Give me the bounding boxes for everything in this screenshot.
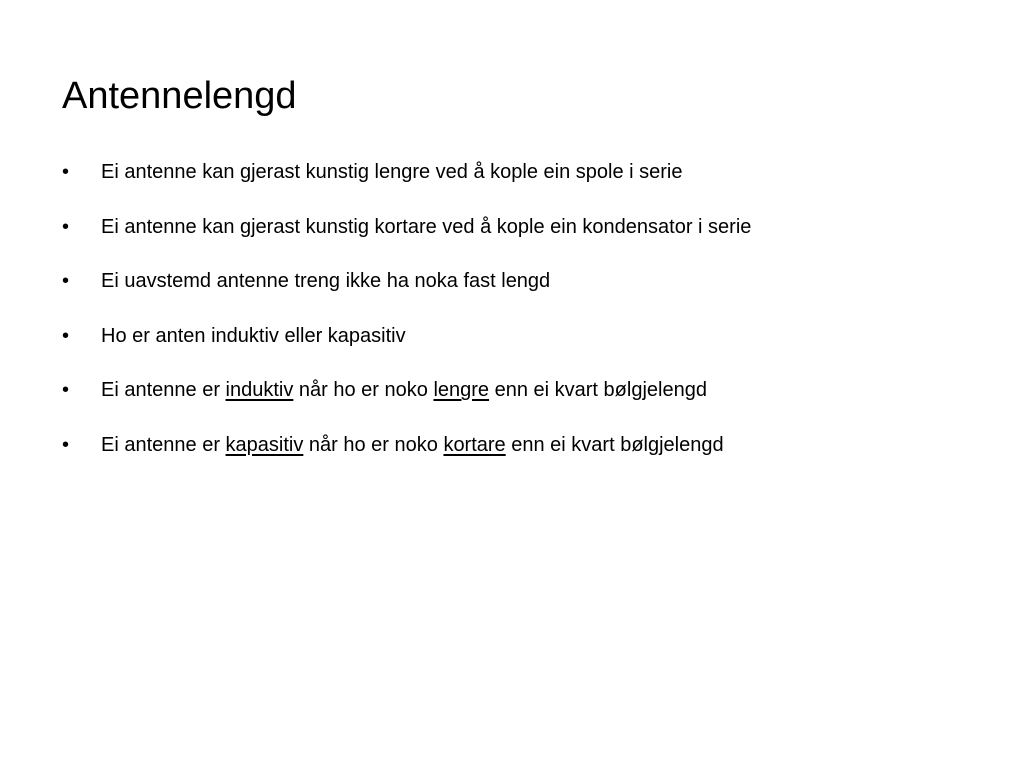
underlined-term-capacitive: kapasitiv bbox=[225, 433, 304, 456]
bullet-icon: • bbox=[62, 161, 70, 183]
bullet-text-segment: Ei antenne er bbox=[101, 433, 226, 456]
slide-title: Antennelengd bbox=[62, 75, 297, 117]
bullet-text bbox=[101, 430, 724, 460]
bullet-icon: • bbox=[62, 379, 70, 402]
underlined-term-shorter: kortare bbox=[443, 433, 506, 456]
bullet-text-segment: enn ei kvart bølgjelengd bbox=[505, 433, 724, 456]
bullet-text: Ei antenne kan gjerast kunstig kortare ved å kople ein kondensator i serie bbox=[101, 215, 752, 238]
bullet-text bbox=[101, 375, 707, 405]
bullet-icon: • bbox=[62, 215, 70, 238]
bullet-text-segment: Ei antenne er bbox=[101, 379, 226, 402]
bullet-text: Ei uavstemd antenne treng ikke ha noka fast lengd bbox=[101, 270, 551, 293]
bullet-icon: • bbox=[62, 270, 70, 293]
underlined-term-inductive: induktiv bbox=[225, 379, 294, 402]
bullet-text: Ho er anten induktiv eller kapasitiv bbox=[101, 324, 406, 347]
bullet-text: Ei antenne kan gjerast kunstig lengre ved å kople ein spole i serie bbox=[101, 161, 683, 183]
bullet-text-segment: når ho er noko bbox=[303, 433, 444, 456]
bullet-text-segment: når ho er noko bbox=[293, 379, 434, 402]
underlined-term-longer: lengre bbox=[433, 379, 490, 402]
bullet-icon: • bbox=[62, 324, 70, 347]
bullet-icon: • bbox=[62, 433, 70, 456]
bullet-text-segment: enn ei kvart bølgjelengd bbox=[489, 379, 707, 402]
